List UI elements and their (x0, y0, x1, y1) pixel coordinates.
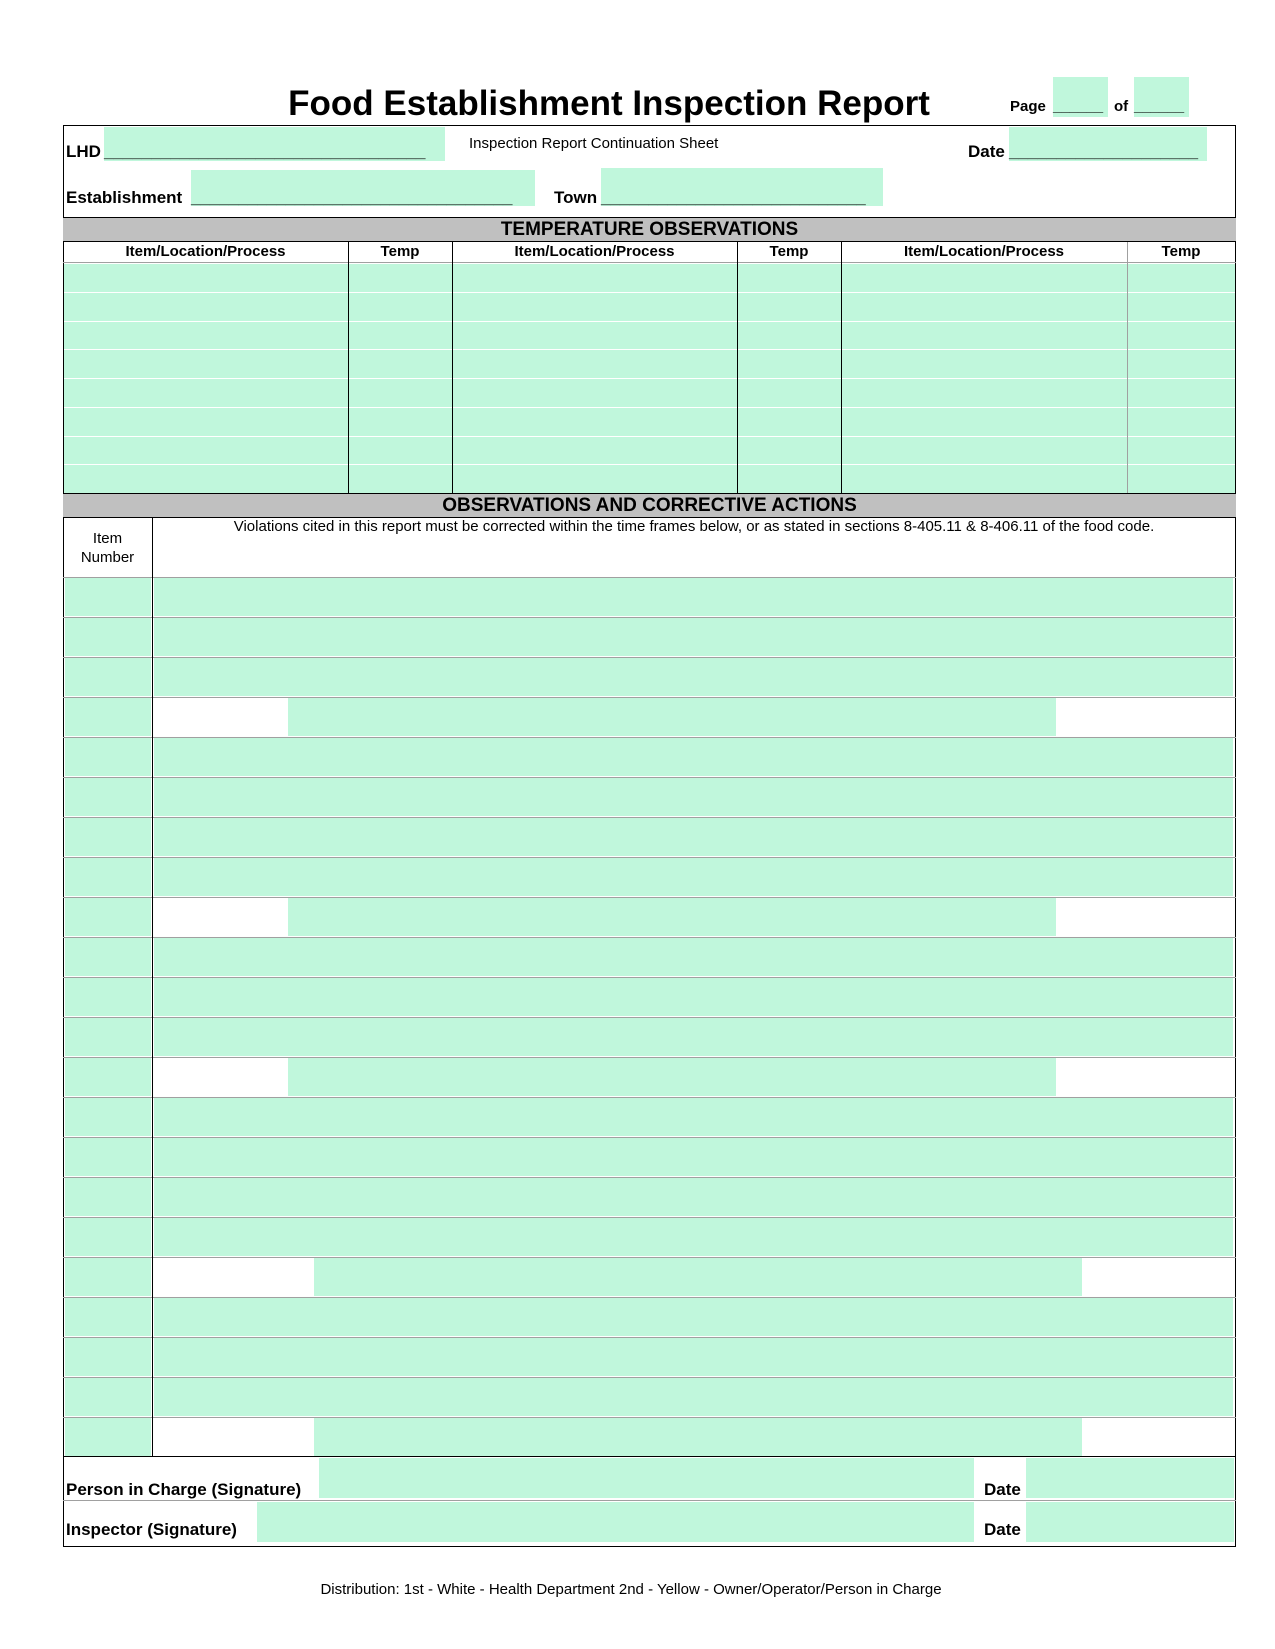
observation-cell[interactable] (288, 698, 1056, 736)
signature-top-border (63, 1456, 1236, 1457)
observation-cell[interactable] (154, 1018, 1233, 1056)
temperature-cell[interactable] (453, 322, 737, 350)
temp-col-temp-3: Temp (1161, 243, 1201, 260)
item-number-cell[interactable] (65, 698, 151, 736)
page-label: Page (1010, 98, 1046, 115)
temperature-cell[interactable] (842, 350, 1127, 378)
signature-divider (63, 1500, 1236, 1501)
observation-row-line (63, 977, 1236, 978)
item-number-cell[interactable] (65, 778, 151, 816)
observation-row-line (63, 777, 1236, 778)
temperature-column-divider (737, 242, 738, 493)
item-number-cell[interactable] (65, 1218, 151, 1256)
item-number-label (63, 529, 152, 567)
temperature-column-divider (348, 242, 349, 493)
observation-cell[interactable] (154, 938, 1233, 976)
item-number-cell[interactable] (65, 578, 151, 616)
observation-row-line (63, 577, 1236, 578)
temperature-cell[interactable] (738, 264, 841, 292)
item-number-cell[interactable] (65, 1058, 151, 1096)
temperature-cell[interactable] (64, 408, 348, 436)
lhd-blank: __________________________________ (104, 142, 426, 161)
of-label: of (1114, 98, 1129, 115)
temp-col-temp-2: Temp (769, 243, 809, 260)
item-number-cell[interactable] (65, 1298, 151, 1336)
item-number-cell[interactable] (65, 1138, 151, 1176)
temperature-cell[interactable] (738, 293, 841, 321)
temperature-cell[interactable] (842, 408, 1127, 436)
temperature-cell[interactable] (349, 408, 452, 436)
temp-col-temp-1: Temp (380, 243, 420, 260)
item-number-cell[interactable] (65, 738, 151, 776)
temperature-cell[interactable] (453, 437, 737, 465)
item-number-text: Item Number (80, 530, 135, 566)
temperature-cell[interactable] (349, 322, 452, 350)
item-number-cell[interactable] (65, 618, 151, 656)
item-number-cell[interactable] (65, 658, 151, 696)
temperature-cell[interactable] (738, 408, 841, 436)
observation-row-line (63, 1297, 1236, 1298)
item-number-divider (152, 518, 153, 1456)
lhd-label: LHD (66, 142, 101, 161)
observation-row-line (63, 1217, 1236, 1218)
temperature-cell[interactable] (64, 465, 348, 493)
temperature-cell[interactable] (1128, 350, 1235, 378)
temperature-column-divider (841, 242, 842, 493)
observation-cell[interactable] (154, 858, 1233, 896)
temperature-cell[interactable] (453, 264, 737, 292)
temperature-cell[interactable] (738, 350, 841, 378)
temperature-cell[interactable] (738, 322, 841, 350)
observation-row-line (63, 697, 1236, 698)
item-number-cell[interactable] (65, 858, 151, 896)
observation-row-line (63, 937, 1236, 938)
person-in-charge-date-field[interactable] (1026, 1458, 1234, 1498)
temperature-cell[interactable] (349, 293, 452, 321)
item-number-cell[interactable] (65, 978, 151, 1016)
temperature-cell[interactable] (349, 264, 452, 292)
observation-row-line (63, 1137, 1236, 1138)
town-blank: ____________________________ (601, 188, 866, 207)
observation-cell[interactable] (314, 1418, 1082, 1456)
item-number-cell[interactable] (65, 1018, 151, 1056)
temperature-cell[interactable] (1128, 264, 1235, 292)
temperature-cell[interactable] (349, 437, 452, 465)
observation-row-line (63, 1057, 1236, 1058)
observation-cell[interactable] (154, 1298, 1233, 1336)
observation-cell[interactable] (288, 898, 1056, 936)
temperature-cell[interactable] (1128, 465, 1235, 493)
temperature-cell[interactable] (738, 437, 841, 465)
observation-cell[interactable] (154, 1338, 1233, 1376)
temperature-cell[interactable] (1128, 408, 1235, 436)
observations-heading: OBSERVATIONS AND CORRECTIVE ACTIONS (63, 493, 1236, 518)
observation-cell[interactable] (154, 1138, 1233, 1176)
item-number-cell[interactable] (65, 1258, 151, 1296)
observation-row-line (63, 1017, 1236, 1018)
temperature-column-divider (1127, 242, 1128, 493)
observation-cell[interactable] (154, 1218, 1233, 1256)
distribution-footer: Distribution: 1st - White - Health Department 2nd - Yellow - Owner/Operator/Person in Charge (320, 1581, 942, 1598)
temperature-cell[interactable] (738, 465, 841, 493)
observation-cell[interactable] (154, 978, 1233, 1016)
temperature-cell[interactable] (453, 293, 737, 321)
observation-cell[interactable] (154, 618, 1233, 656)
establishment-label: Establishment (66, 188, 183, 207)
observation-row-line (63, 1377, 1236, 1378)
temperature-cell[interactable] (1128, 379, 1235, 407)
person-in-charge-label: Person in Charge (Signature) (66, 1480, 302, 1499)
item-number-cell[interactable] (65, 1338, 151, 1376)
observation-row-line (63, 737, 1236, 738)
temp-col-item-1: Item/Location/Process (125, 243, 286, 260)
item-number-cell[interactable] (65, 1178, 151, 1216)
date-blank: ____________________ (1009, 142, 1199, 161)
observation-row-line (63, 817, 1236, 818)
temperature-cell[interactable] (1128, 437, 1235, 465)
temperature-column-divider (452, 242, 453, 493)
inspector-date-label: Date (984, 1520, 1021, 1539)
temperature-cell[interactable] (738, 379, 841, 407)
temperature-cell[interactable] (842, 379, 1127, 407)
temperature-cell[interactable] (453, 408, 737, 436)
temperature-cell[interactable] (349, 465, 452, 493)
temperature-cell[interactable] (842, 293, 1127, 321)
observation-cell[interactable] (154, 778, 1233, 816)
inspector-label: Inspector (Signature) (66, 1520, 237, 1539)
temperature-cell[interactable] (64, 322, 348, 350)
temperature-cell[interactable] (349, 379, 452, 407)
observation-cell[interactable] (154, 658, 1233, 696)
observation-row-line (63, 657, 1236, 658)
temperature-cell[interactable] (453, 350, 737, 378)
item-number-cell[interactable] (65, 1378, 151, 1416)
temperature-cell[interactable] (349, 350, 452, 378)
town-label: Town (554, 188, 598, 207)
observation-row-line (63, 617, 1236, 618)
observation-row-line (63, 857, 1236, 858)
observation-row-line (63, 1097, 1236, 1098)
observation-row-line (63, 1177, 1236, 1178)
temperature-cell[interactable] (842, 264, 1127, 292)
temp-col-item-2: Item/Location/Process (514, 243, 675, 260)
item-number-cell[interactable] (65, 898, 151, 936)
temperature-cell[interactable] (64, 379, 348, 407)
temperature-cell[interactable] (453, 465, 737, 493)
temperature-cell[interactable] (64, 293, 348, 321)
date-label: Date (968, 142, 1005, 161)
temperature-header-line (63, 262, 1236, 263)
inspector-signature-field[interactable] (257, 1502, 974, 1542)
item-number-cell[interactable] (65, 1098, 151, 1136)
inspector-date-field[interactable] (1026, 1502, 1234, 1542)
observation-cell[interactable] (154, 818, 1233, 856)
observation-cell[interactable] (154, 738, 1233, 776)
item-number-cell[interactable] (65, 818, 151, 856)
observation-row-line (63, 1417, 1236, 1418)
observation-cell[interactable] (288, 1058, 1056, 1096)
item-number-cell[interactable] (65, 938, 151, 976)
observation-cell[interactable] (154, 1098, 1233, 1136)
temperature-cell[interactable] (842, 322, 1127, 350)
observation-cell[interactable] (314, 1258, 1082, 1296)
observation-cell[interactable] (154, 578, 1233, 616)
page-title: Food Establishment Inspection Report (288, 84, 930, 123)
observation-cell[interactable] (154, 1378, 1233, 1416)
subtitle: Inspection Report Continuation Sheet (469, 135, 719, 152)
person-in-charge-date-label: Date (984, 1480, 1021, 1499)
person-in-charge-signature-field[interactable] (319, 1458, 974, 1498)
temperature-cell[interactable] (64, 264, 348, 292)
temperature-cell[interactable] (842, 465, 1127, 493)
temperature-cell[interactable] (453, 379, 737, 407)
temperature-cell[interactable] (64, 350, 348, 378)
establishment-blank: __________________________________ (191, 188, 513, 207)
page-blank: ______ (1053, 98, 1104, 115)
observation-row-line (63, 1337, 1236, 1338)
temperature-cell[interactable] (842, 437, 1127, 465)
of-blank: ______ (1134, 98, 1185, 115)
observations-notice: Violations cited in this report must be corrected within the time frames below, or as stated in sections 8-405.11 & 8-406.11 of the food code. (233, 518, 1155, 535)
item-number-cell[interactable] (65, 1418, 151, 1456)
temperature-heading: TEMPERATURE OBSERVATIONS (63, 217, 1236, 242)
temp-col-item-3: Item/Location/Process (903, 243, 1065, 260)
observation-row-line (63, 1257, 1236, 1258)
temperature-cell[interactable] (1128, 293, 1235, 321)
temperature-cell[interactable] (1128, 322, 1235, 350)
observation-row-line (63, 897, 1236, 898)
observation-cell[interactable] (154, 1178, 1233, 1216)
temperature-cell[interactable] (64, 437, 348, 465)
